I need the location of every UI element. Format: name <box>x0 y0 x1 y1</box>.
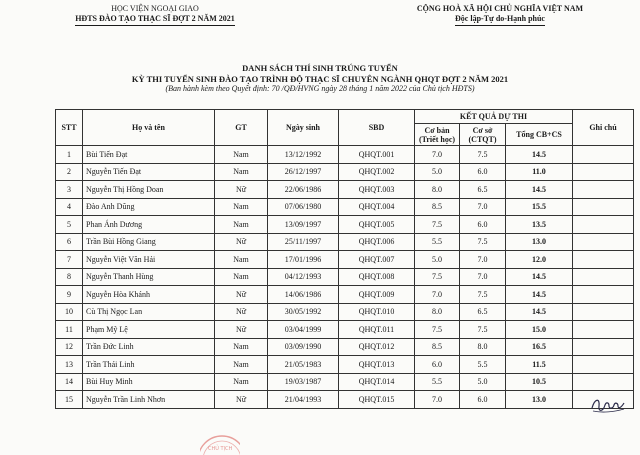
cell-note <box>573 251 634 269</box>
cell-sbd: QHQT.002 <box>339 163 415 181</box>
cell-note <box>573 198 634 216</box>
cell-dob: 03/04/1999 <box>268 321 339 339</box>
cell-stt: 3 <box>56 181 83 199</box>
cell-sbd: QHQT.015 <box>339 391 415 409</box>
table-row <box>56 198 634 216</box>
cell-core: 6.0 <box>460 163 506 181</box>
cell-basic: 7.0 <box>415 286 460 304</box>
header-name: Họ và tên <box>83 110 215 146</box>
cell-note <box>573 233 634 251</box>
table-row <box>56 146 634 164</box>
cell-basic: 8.0 <box>415 181 460 199</box>
cell-dob: 21/04/1993 <box>268 391 339 409</box>
cell-note <box>573 321 634 339</box>
table-row <box>56 163 634 181</box>
cell-note <box>573 286 634 304</box>
cell-gender: Nam <box>215 251 268 269</box>
cell-note <box>573 216 634 234</box>
table-row <box>56 286 634 304</box>
cell-stt: 12 <box>56 338 83 356</box>
cell-dob: 03/09/1990 <box>268 338 339 356</box>
cell-name: Đào Anh Dũng <box>83 198 215 216</box>
document-subtitle: KỲ THI TUYỂN SINH ĐÀO TẠO TRÌNH ĐỘ THẠC SĨ CHUYÊN NGÀNH QHQT ĐỢT 2 NĂM 2021 <box>131 73 509 84</box>
cell-gender: Nữ <box>215 233 268 251</box>
table-row <box>56 181 634 199</box>
cell-basic: 8.5 <box>415 338 460 356</box>
official-seal <box>200 430 240 455</box>
cell-dob: 14/06/1986 <box>268 286 339 304</box>
cell-core: 8.0 <box>460 338 506 356</box>
cell-core: 7.0 <box>460 268 506 286</box>
table-row <box>56 356 634 374</box>
cell-core: 6.5 <box>460 181 506 199</box>
cell-stt: 4 <box>56 198 83 216</box>
cell-note <box>573 338 634 356</box>
cell-basic: 7.5 <box>415 321 460 339</box>
cell-dob: 19/03/1987 <box>268 373 339 391</box>
cell-core: 5.5 <box>460 356 506 374</box>
cell-sbd: QHQT.011 <box>339 321 415 339</box>
cell-name: Nguyễn Trần Linh Nhơn <box>83 391 215 409</box>
signature <box>590 394 626 416</box>
document-title: DANH SÁCH THÍ SINH TRÚNG TUYỂN <box>242 63 398 73</box>
cell-stt: 14 <box>56 373 83 391</box>
cell-gender: Nữ <box>215 321 268 339</box>
cell-total: 12.0 <box>506 251 573 269</box>
cell-dob: 04/12/1993 <box>268 268 339 286</box>
cell-basic: 5.5 <box>415 373 460 391</box>
cell-note <box>573 303 634 321</box>
table-row <box>56 338 634 356</box>
cell-sbd: QHQT.009 <box>339 286 415 304</box>
cell-sbd: QHQT.010 <box>339 303 415 321</box>
cell-stt: 2 <box>56 163 83 181</box>
cell-gender: Nữ <box>215 391 268 409</box>
cell-total: 15.5 <box>506 198 573 216</box>
cell-basic: 7.5 <box>415 216 460 234</box>
cell-sbd: QHQT.012 <box>339 338 415 356</box>
cell-core: 7.5 <box>460 146 506 164</box>
cell-dob: 26/12/1997 <box>268 163 339 181</box>
cell-core: 7.5 <box>460 286 506 304</box>
cell-name: Nguyễn Tiến Đạt <box>83 163 215 181</box>
cell-core: 7.0 <box>460 251 506 269</box>
cell-name: Nguyễn Thị Hồng Doan <box>83 181 215 199</box>
table-row <box>56 373 634 391</box>
cell-dob: 21/05/1983 <box>268 356 339 374</box>
cell-total: 13.5 <box>506 216 573 234</box>
cell-gender: Nữ <box>215 303 268 321</box>
issuer-header <box>60 4 250 26</box>
cell-stt: 15 <box>56 391 83 409</box>
cell-note <box>573 268 634 286</box>
cell-core: 7.5 <box>460 233 506 251</box>
cell-total: 14.5 <box>506 286 573 304</box>
cell-note <box>573 181 634 199</box>
cell-sbd: QHQT.013 <box>339 356 415 374</box>
cell-name: Phan Ánh Dương <box>83 216 215 234</box>
header-dob: Ngày sinh <box>268 110 339 146</box>
cell-dob: 25/11/1997 <box>268 233 339 251</box>
cell-stt: 13 <box>56 356 83 374</box>
cell-dob: 22/06/1986 <box>268 181 339 199</box>
cell-stt: 6 <box>56 233 83 251</box>
cell-basic: 5.0 <box>415 251 460 269</box>
cell-dob: 07/06/1980 <box>268 198 339 216</box>
cell-sbd: QHQT.007 <box>339 251 415 269</box>
table-row <box>56 233 634 251</box>
cell-name: Trần Đức Linh <box>83 338 215 356</box>
issuer-council: HĐTS ĐÀO TẠO THẠC SĨ ĐỢT 2 NĂM 2021 <box>75 14 235 26</box>
cell-stt: 8 <box>56 268 83 286</box>
cell-basic: 7.0 <box>415 146 460 164</box>
cell-name: Phạm Mỹ Lệ <box>83 321 215 339</box>
cell-name: Nguyễn Thanh Hùng <box>83 268 215 286</box>
cell-gender: Nam <box>215 338 268 356</box>
cell-gender: Nữ <box>215 181 268 199</box>
national-header <box>380 4 620 26</box>
cell-gender: Nữ <box>215 286 268 304</box>
decision-reference: (Ban hành kèm theo Quyết định: 70 /QĐ/HVNG ngày 28 tháng 1 năm 2022 của Chủ tịch HĐTS) <box>165 84 475 93</box>
cell-basic: 7.5 <box>415 268 460 286</box>
cell-stt: 5 <box>56 216 83 234</box>
cell-core: 7.0 <box>460 198 506 216</box>
cell-dob: 13/09/1997 <box>268 216 339 234</box>
national-title: CỘNG HOÀ XÃ HỘI CHỦ NGHĨA VIỆT NAM <box>416 4 584 13</box>
cell-sbd: QHQT.004 <box>339 198 415 216</box>
cell-sbd: QHQT.008 <box>339 268 415 286</box>
cell-basic: 8.5 <box>415 198 460 216</box>
cell-name: Bùi Tiến Đạt <box>83 146 215 164</box>
cell-total: 11.5 <box>506 356 573 374</box>
header-note: Ghi chú <box>573 110 634 146</box>
cell-core: 5.0 <box>460 373 506 391</box>
cell-basic: 6.0 <box>415 356 460 374</box>
svg-text:CHỦ TỊCH: CHỦ TỊCH <box>208 446 233 452</box>
cell-total: 11.0 <box>506 163 573 181</box>
cell-note <box>573 146 634 164</box>
cell-total: 13.0 <box>506 233 573 251</box>
cell-stt: 1 <box>56 146 83 164</box>
cell-dob: 13/12/1992 <box>268 146 339 164</box>
table-row <box>56 268 634 286</box>
header-sbd: SBD <box>339 110 415 146</box>
cell-dob: 17/01/1996 <box>268 251 339 269</box>
cell-name: Trần Bùi Hồng Giang <box>83 233 215 251</box>
cell-sbd: QHQT.014 <box>339 373 415 391</box>
cell-total: 14.5 <box>506 181 573 199</box>
cell-total: 15.0 <box>506 321 573 339</box>
cell-core: 6.0 <box>460 216 506 234</box>
results-rows <box>56 146 634 409</box>
table-row <box>56 321 634 339</box>
cell-name: Nguyễn Việt Văn Hải <box>83 251 215 269</box>
table-row <box>56 216 634 234</box>
cell-total: 14.5 <box>506 268 573 286</box>
cell-name: Trần Thái Linh <box>83 356 215 374</box>
document-titles <box>0 63 640 95</box>
cell-core: 6.5 <box>460 303 506 321</box>
cell-name: Bùi Huy Minh <box>83 373 215 391</box>
cell-gender: Nam <box>215 146 268 164</box>
cell-gender: Nam <box>215 198 268 216</box>
cell-stt: 11 <box>56 321 83 339</box>
issuer-name: HỌC VIỆN NGOẠI GIAO <box>111 4 199 13</box>
cell-sbd: QHQT.006 <box>339 233 415 251</box>
cell-stt: 7 <box>56 251 83 269</box>
cell-gender: Nam <box>215 163 268 181</box>
cell-name: Nguyễn Hòa Khánh <box>83 286 215 304</box>
header-results: KẾT QUẢ DỰ THI <box>415 110 573 124</box>
cell-gender: Nam <box>215 268 268 286</box>
header-basic: Cơ bản (Triết học) <box>415 124 460 146</box>
cell-gender: Nam <box>215 373 268 391</box>
cell-sbd: QHQT.005 <box>339 216 415 234</box>
cell-sbd: QHQT.003 <box>339 181 415 199</box>
cell-stt: 10 <box>56 303 83 321</box>
cell-dob: 30/05/1992 <box>268 303 339 321</box>
cell-total: 16.5 <box>506 338 573 356</box>
cell-note <box>573 373 634 391</box>
cell-note <box>573 356 634 374</box>
header-core: Cơ sở (CTQT) <box>460 124 506 146</box>
cell-core: 7.5 <box>460 321 506 339</box>
cell-core: 6.0 <box>460 391 506 409</box>
cell-note <box>573 163 634 181</box>
header-total: Tổng CB+CS <box>506 124 573 146</box>
cell-total: 13.0 <box>506 391 573 409</box>
cell-basic: 7.0 <box>415 391 460 409</box>
cell-basic: 5.5 <box>415 233 460 251</box>
cell-gender: Nam <box>215 356 268 374</box>
cell-name: Cù Thị Ngọc Lan <box>83 303 215 321</box>
cell-basic: 8.0 <box>415 303 460 321</box>
cell-stt: 9 <box>56 286 83 304</box>
header-stt: STT <box>56 110 83 146</box>
national-motto: Độc lập-Tự do-Hạnh phúc <box>455 14 545 26</box>
cell-basic: 5.0 <box>415 163 460 181</box>
table-row <box>56 303 634 321</box>
header-gender: GT <box>215 110 268 146</box>
results-table <box>55 109 634 409</box>
table-row <box>56 251 634 269</box>
cell-total: 14.5 <box>506 303 573 321</box>
cell-total: 10.5 <box>506 373 573 391</box>
cell-gender: Nam <box>215 216 268 234</box>
table-row <box>56 391 634 409</box>
cell-sbd: QHQT.001 <box>339 146 415 164</box>
cell-total: 14.5 <box>506 146 573 164</box>
